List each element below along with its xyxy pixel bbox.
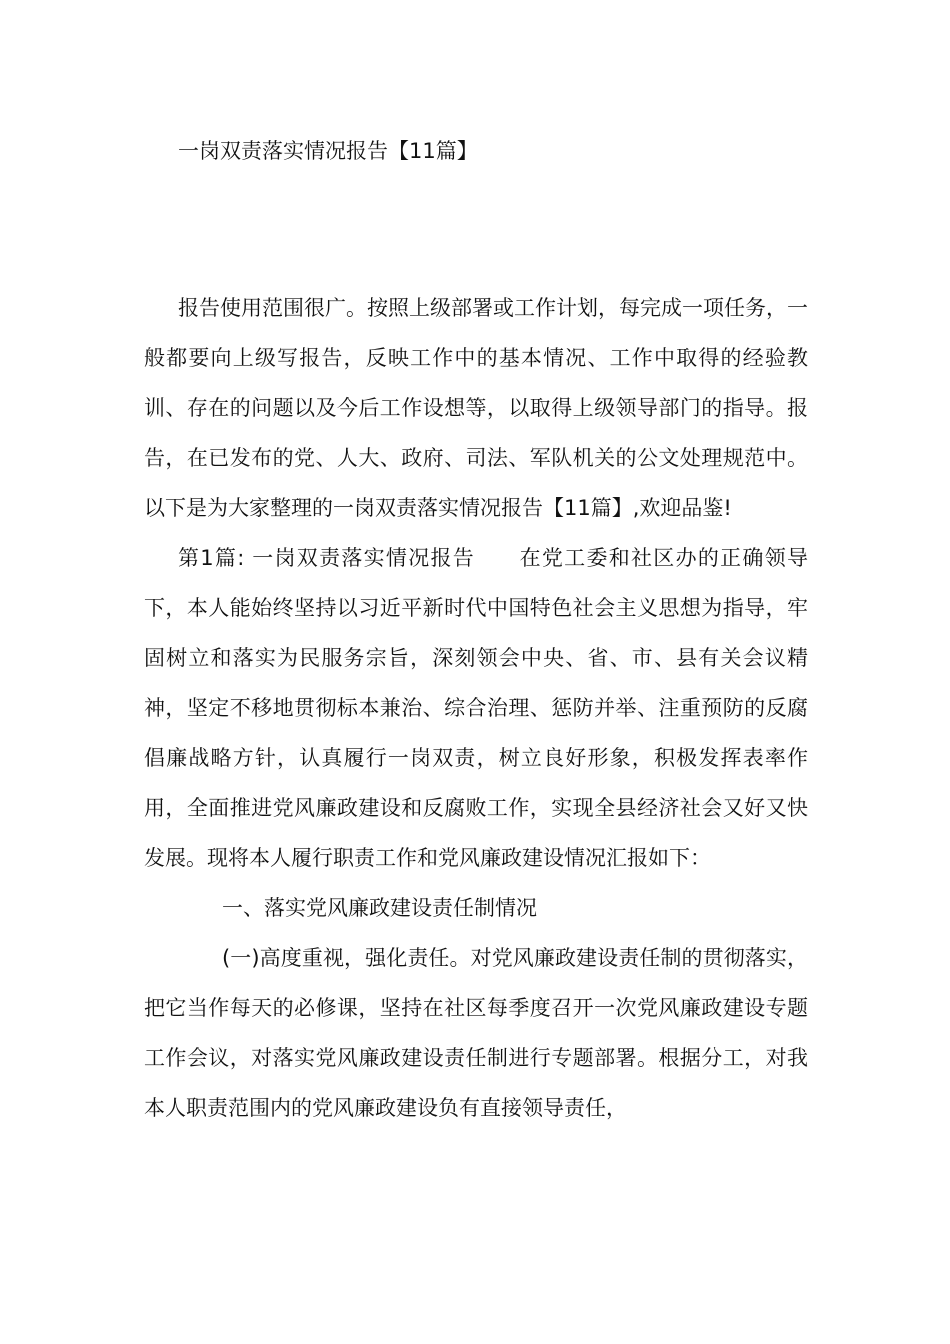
paragraph-part-1: 第1篇: 一岗双责落实情况报告 在党工委和社区办的正确领导下，本人能始终坚持以习近平新时代中国特色社会主义思想为指导，牢固树立和落实为民服务宗旨，深刻领会中央、省、市、县有关会议精神，坚定不移地贯彻标本兼治、综合治理、惩防并举、注重预防的反腐倡廉战略方针，认真履行一岗双责，树立良好形象，积极发挥表率作用，全面推进党风廉政建设和反腐败工作，实现全县经济社会又好又快发展。现将本人履行职责工作和党风廉政建设情况汇报如下：	[144, 546, 808, 870]
section-heading: 一、落实党风廉政建设责任制情况	[222, 896, 537, 920]
paragraph-intro: 报告使用范围很广。按照上级部署或工作计划，每完成一项任务，一般都要向上级写报告，反映工作中的基本情况、工作中取得的经验教训、存在的问题以及今后工作设想等，以取得上级领导部门的指导。报告，在已发布的党、人大、政府、司法、军队机关的公文处理规范中。以下是为大家整理的一岗双责落实情况报告【11篇】,欢迎品鉴!	[144, 296, 808, 520]
document-body	[144, 283, 808, 1133]
paragraph-section-1: (一)高度重视，强化责任。对党风廉政建设责任制的贯彻落实，把它当作每天的必修课，坚持在社区每季度召开一次党风廉政建设专题工作会议，对落实党风廉政建设责任制进行专题部署。根据分工，对我本人职责范围内的党风廉政建设负有直接领导责任，	[144, 946, 808, 1120]
document-title: 一岗双责落实情况报告【11篇】	[178, 139, 478, 163]
